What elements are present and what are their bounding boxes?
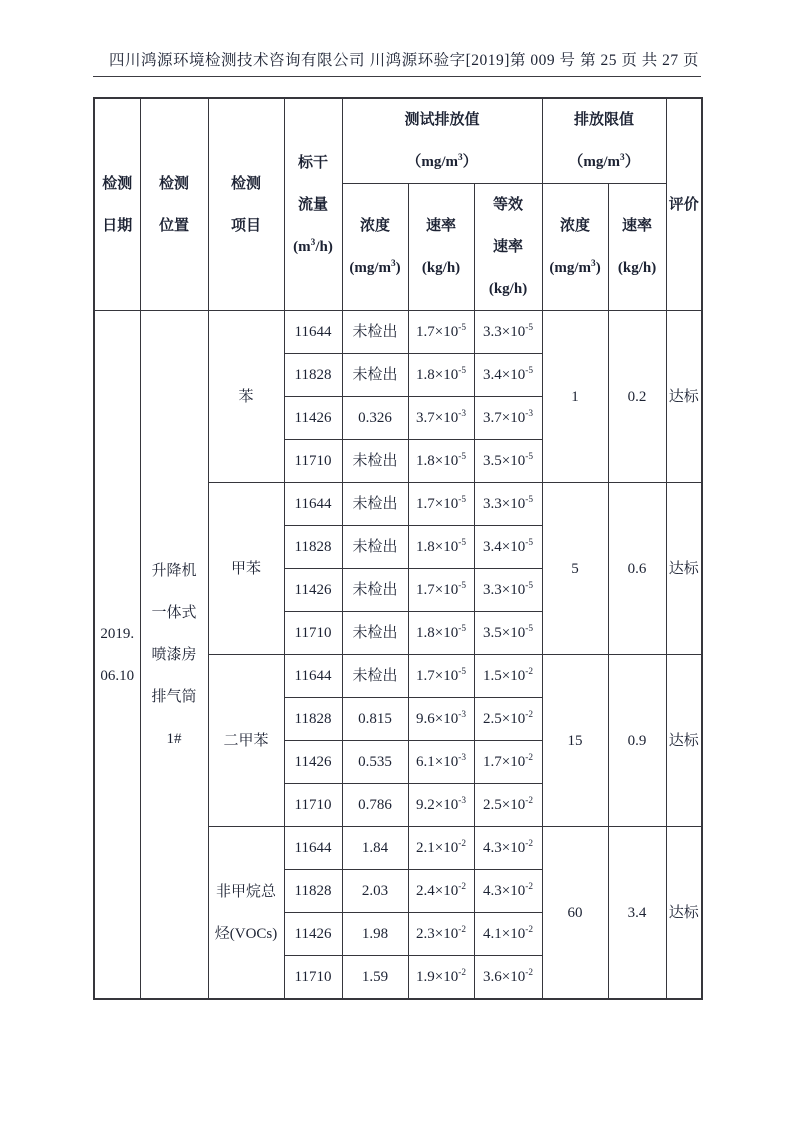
- rate-cell: $1.8\times 10^{-5}$: [408, 354, 474, 397]
- rate-cell: $3.7\times 10^{-3}$: [408, 397, 474, 440]
- concentration-cell: 未检出: [342, 569, 408, 612]
- page-number: 第 25 页 共 27 页: [580, 52, 699, 69]
- col-header-location: 检测 位置: [140, 98, 208, 311]
- limit-rate-cell: 3.4: [608, 827, 666, 1000]
- flow-cell: 11710: [284, 956, 342, 1000]
- concentration-cell: 未检出: [342, 440, 408, 483]
- rate-cell: $2.4\times 10^{-2}$: [408, 870, 474, 913]
- evaluation-cell: 达标: [666, 311, 702, 483]
- equivalent-rate-cell: $3.3\times 10^{-5}$: [474, 311, 542, 354]
- flow-cell: 11828: [284, 870, 342, 913]
- equivalent-rate-cell: $4.1\times 10^{-2}$: [474, 913, 542, 956]
- concentration-cell: 0.786: [342, 784, 408, 827]
- limit-concentration-cell: 5: [542, 483, 608, 655]
- flow-cell: 11644: [284, 311, 342, 354]
- rate-cell: $1.7\times 10^{-5}$: [408, 569, 474, 612]
- col-header-item: 检测 项目: [208, 98, 284, 311]
- item-cell: 苯: [208, 311, 284, 483]
- flow-cell: 11426: [284, 569, 342, 612]
- flow-cell: 11644: [284, 483, 342, 526]
- limit-concentration-cell: 15: [542, 655, 608, 827]
- equivalent-rate-cell: $4.3\times 10^{-2}$: [474, 827, 542, 870]
- equivalent-rate-cell: $3.4\times 10^{-5}$: [474, 354, 542, 397]
- rate-cell: $9.2\times 10^{-3}$: [408, 784, 474, 827]
- concentration-cell: 未检出: [342, 612, 408, 655]
- evaluation-cell: 达标: [666, 827, 702, 1000]
- concentration-cell: 0.535: [342, 741, 408, 784]
- evaluation-cell: 达标: [666, 483, 702, 655]
- rate-cell: $1.9\times 10^{-2}$: [408, 956, 474, 1000]
- equivalent-rate-cell: $2.5\times 10^{-2}$: [474, 784, 542, 827]
- flow-cell: 11710: [284, 440, 342, 483]
- report-number: 川鸿源环验字[2019]第 009 号: [369, 52, 576, 69]
- flow-cell: 11644: [284, 655, 342, 698]
- col-header-date: 检测 日期: [94, 98, 140, 311]
- equivalent-rate-cell: $3.6\times 10^{-2}$: [474, 956, 542, 1000]
- evaluation-cell: 达标: [666, 655, 702, 827]
- limit-rate-cell: 0.2: [608, 311, 666, 483]
- col-header-limit-concentration: 浓度 $(mg/m^3)$: [542, 184, 608, 311]
- rate-cell: $2.3\times 10^{-2}$: [408, 913, 474, 956]
- item-cell: 甲苯: [208, 483, 284, 655]
- company-name: 四川鸿源环境检测技术咨询有限公司: [109, 52, 366, 69]
- location-cell: 升降机 一体式 喷漆房 排气筒 1#: [140, 311, 208, 1000]
- flow-cell: 11710: [284, 784, 342, 827]
- equivalent-rate-cell: $3.5\times 10^{-5}$: [474, 612, 542, 655]
- limit-rate-cell: 0.9: [608, 655, 666, 827]
- equivalent-rate-cell: $3.7\times 10^{-3}$: [474, 397, 542, 440]
- concentration-cell: 未检出: [342, 655, 408, 698]
- table-row: [94, 311, 702, 354]
- rate-cell: $6.1\times 10^{-3}$: [408, 741, 474, 784]
- emission-results-table: [93, 97, 703, 1000]
- col-header-flow: 标干 流量 $(m^3/h)$: [284, 98, 342, 311]
- item-cell: 二甲苯: [208, 655, 284, 827]
- concentration-cell: 0.326: [342, 397, 408, 440]
- flow-cell: 11828: [284, 526, 342, 569]
- concentration-cell: 0.815: [342, 698, 408, 741]
- rate-cell: $2.1\times 10^{-2}$: [408, 827, 474, 870]
- col-group-emission-limits: 排放限值 $(mg/m^3)$: [542, 98, 666, 184]
- equivalent-rate-cell: $3.3\times 10^{-5}$: [474, 483, 542, 526]
- flow-cell: 11828: [284, 354, 342, 397]
- page-running-header: [93, 46, 701, 77]
- concentration-cell: 1.84: [342, 827, 408, 870]
- date-cell: 2019. 06.10: [94, 311, 140, 1000]
- concentration-cell: 2.03: [342, 870, 408, 913]
- equivalent-rate-cell: $3.4\times 10^{-5}$: [474, 526, 542, 569]
- concentration-cell: 未检出: [342, 483, 408, 526]
- flow-cell: 11710: [284, 612, 342, 655]
- rate-cell: $1.7\times 10^{-5}$: [408, 311, 474, 354]
- flow-cell: 11426: [284, 741, 342, 784]
- limit-concentration-cell: 1: [542, 311, 608, 483]
- equivalent-rate-cell: $2.5\times 10^{-2}$: [474, 698, 542, 741]
- equivalent-rate-cell: $4.3\times 10^{-2}$: [474, 870, 542, 913]
- col-header-evaluation: 评价: [666, 98, 702, 311]
- concentration-cell: 未检出: [342, 354, 408, 397]
- rate-cell: $1.8\times 10^{-5}$: [408, 440, 474, 483]
- flow-cell: 11828: [284, 698, 342, 741]
- rate-cell: $9.6\times 10^{-3}$: [408, 698, 474, 741]
- col-header-limit-rate: 速率 (kg/h): [608, 184, 666, 311]
- concentration-cell: 未检出: [342, 526, 408, 569]
- equivalent-rate-cell: $1.5\times 10^{-2}$: [474, 655, 542, 698]
- rate-cell: $1.8\times 10^{-5}$: [408, 612, 474, 655]
- col-header-concentration: 浓度 $(mg/m^3)$: [342, 184, 408, 311]
- limit-concentration-cell: 60: [542, 827, 608, 1000]
- concentration-cell: 1.59: [342, 956, 408, 1000]
- rate-cell: $1.8\times 10^{-5}$: [408, 526, 474, 569]
- item-cell: 非甲烷总 烃(VOCs): [208, 827, 284, 1000]
- concentration-cell: 未检出: [342, 311, 408, 354]
- col-header-rate: 速率 (kg/h): [408, 184, 474, 311]
- flow-cell: 11426: [284, 397, 342, 440]
- rate-cell: $1.7\times 10^{-5}$: [408, 483, 474, 526]
- limit-rate-cell: 0.6: [608, 483, 666, 655]
- flow-cell: 11426: [284, 913, 342, 956]
- col-header-equivalent-rate: 等效 速率 (kg/h): [474, 184, 542, 311]
- rate-cell: $1.7\times 10^{-5}$: [408, 655, 474, 698]
- col-group-test-values: 测试排放值 $(mg/m^3)$: [342, 98, 542, 184]
- concentration-cell: 1.98: [342, 913, 408, 956]
- equivalent-rate-cell: $3.3\times 10^{-5}$: [474, 569, 542, 612]
- equivalent-rate-cell: $3.5\times 10^{-5}$: [474, 440, 542, 483]
- flow-cell: 11644: [284, 827, 342, 870]
- equivalent-rate-cell: $1.7\times 10^{-2}$: [474, 741, 542, 784]
